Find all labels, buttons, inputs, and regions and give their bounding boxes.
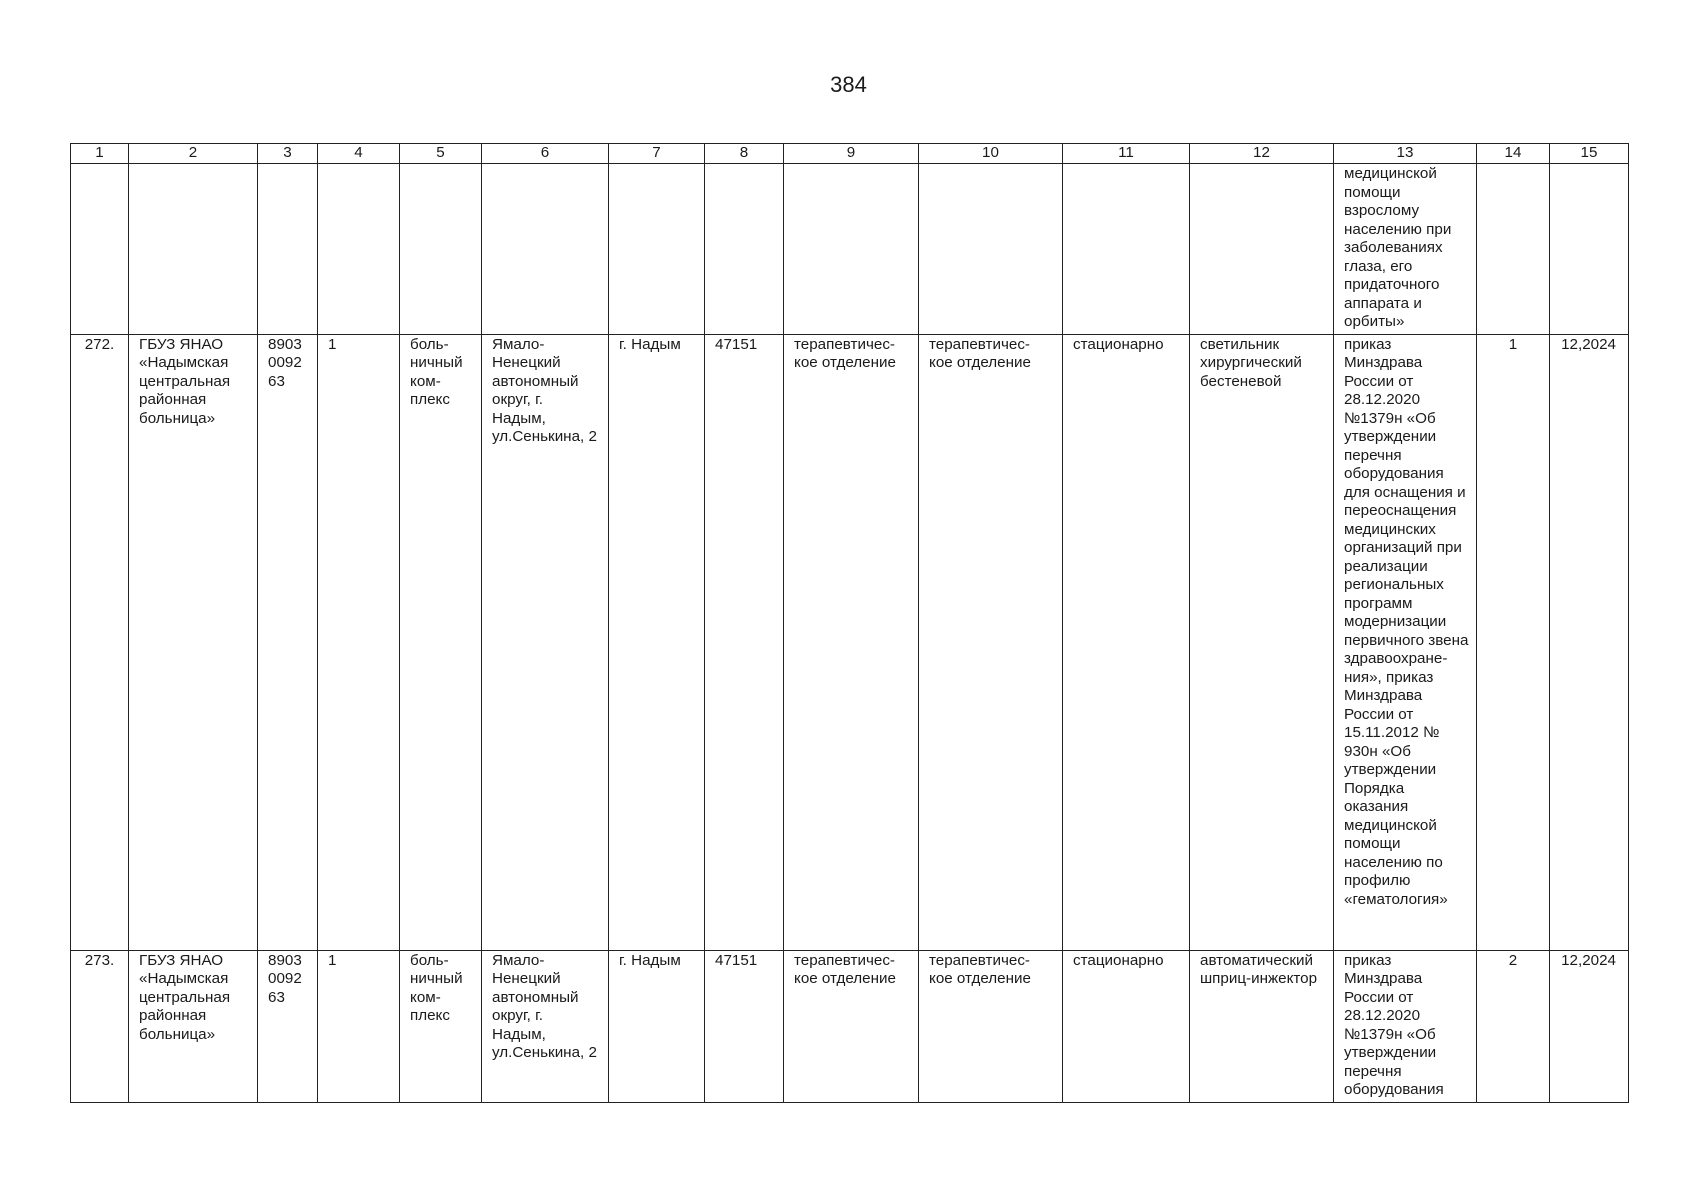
oktmo-code: 47151 — [705, 950, 784, 1102]
empty-cell — [784, 164, 919, 335]
table-row — [71, 334, 1629, 950]
column-header: 7 — [609, 144, 705, 164]
column-header: 14 — [1477, 144, 1550, 164]
department: терапевтичес-кое отделение — [784, 334, 919, 950]
deadline: 12,2024 — [1550, 334, 1629, 950]
column-header: 1 — [71, 144, 129, 164]
empty-cell — [258, 164, 318, 335]
column-header: 4 — [318, 144, 400, 164]
empty-cell — [400, 164, 482, 335]
facility-type: боль-ничный ком-плекс — [400, 950, 482, 1102]
facility-type: боль-ничный ком-плекс — [400, 334, 482, 950]
empty-cell — [919, 164, 1063, 335]
organization-name: ГБУЗ ЯНАО «Надымская центральная районная больница» — [129, 950, 258, 1102]
column-header: 9 — [784, 144, 919, 164]
column-header: 8 — [705, 144, 784, 164]
empty-cell — [482, 164, 609, 335]
equipment-name: светильник хирургический бестеневой — [1190, 334, 1334, 950]
page-number: 384 — [830, 72, 867, 97]
column-header: 13 — [1334, 144, 1477, 164]
deadline: 12,2024 — [1550, 950, 1629, 1102]
equipment-registry-table — [70, 143, 1629, 1103]
subdepartment: терапевтичес-кое отделение — [919, 334, 1063, 950]
address: Ямало-Ненецкий автономный округ, г. Надым, ул.Сенькина, 2 — [482, 950, 609, 1102]
empty-cell — [1477, 164, 1550, 335]
legal-basis-continuation: медицинской помощи взрослому населению при заболеваниях глаза, его придаточного аппарата и орбиты» — [1334, 164, 1477, 335]
empty-cell — [1190, 164, 1334, 335]
empty-cell — [1063, 164, 1190, 335]
column-header: 10 — [919, 144, 1063, 164]
equipment-name: автоматический шприц-инжектор — [1190, 950, 1334, 1102]
city: г. Надым — [609, 950, 705, 1102]
table-row — [71, 950, 1629, 1102]
row-number: 273. — [71, 950, 129, 1102]
column-4-value: 1 — [318, 334, 400, 950]
empty-cell — [609, 164, 705, 335]
column-4-value: 1 — [318, 950, 400, 1102]
column-header: 11 — [1063, 144, 1190, 164]
column-number-row — [71, 144, 1629, 164]
row-number: 272. — [71, 334, 129, 950]
column-header: 15 — [1550, 144, 1629, 164]
empty-cell — [705, 164, 784, 335]
quantity: 1 — [1477, 334, 1550, 950]
address: Ямало-Ненецкий автономный округ, г. Надым, ул.Сенькина, 2 — [482, 334, 609, 950]
column-header: 12 — [1190, 144, 1334, 164]
subdepartment: терапевтичес-кое отделение — [919, 950, 1063, 1102]
care-mode: стационарно — [1063, 950, 1190, 1102]
inn-code: 8903 0092 63 — [258, 334, 318, 950]
legal-basis: приказ Минздрава России от 28.12.2020 №1379н «Об утверждении перечня оборудования для оснащения и переоснащения медицинских организаций при реализации региональных программ модернизации первичного звена здравоохране-ния», приказ Минздрава России от 15.11.2012 № 930н «Об утверждении Порядка оказания медицинской помощи населению по профилю «гематология» — [1334, 334, 1477, 950]
oktmo-code: 47151 — [705, 334, 784, 950]
care-mode: стационарно — [1063, 334, 1190, 950]
empty-cell — [1550, 164, 1629, 335]
empty-cell — [71, 164, 129, 335]
department: терапевтичес-кое отделение — [784, 950, 919, 1102]
empty-cell — [318, 164, 400, 335]
column-header: 6 — [482, 144, 609, 164]
city: г. Надым — [609, 334, 705, 950]
legal-basis: приказ Минздрава России от 28.12.2020 №1379н «Об утверждении перечня оборудования — [1334, 950, 1477, 1102]
quantity: 2 — [1477, 950, 1550, 1102]
empty-cell — [129, 164, 258, 335]
continuation-row — [71, 164, 1629, 335]
column-header: 2 — [129, 144, 258, 164]
organization-name: ГБУЗ ЯНАО «Надымская центральная районная больница» — [129, 334, 258, 950]
column-header: 3 — [258, 144, 318, 164]
inn-code: 8903 0092 63 — [258, 950, 318, 1102]
column-header: 5 — [400, 144, 482, 164]
